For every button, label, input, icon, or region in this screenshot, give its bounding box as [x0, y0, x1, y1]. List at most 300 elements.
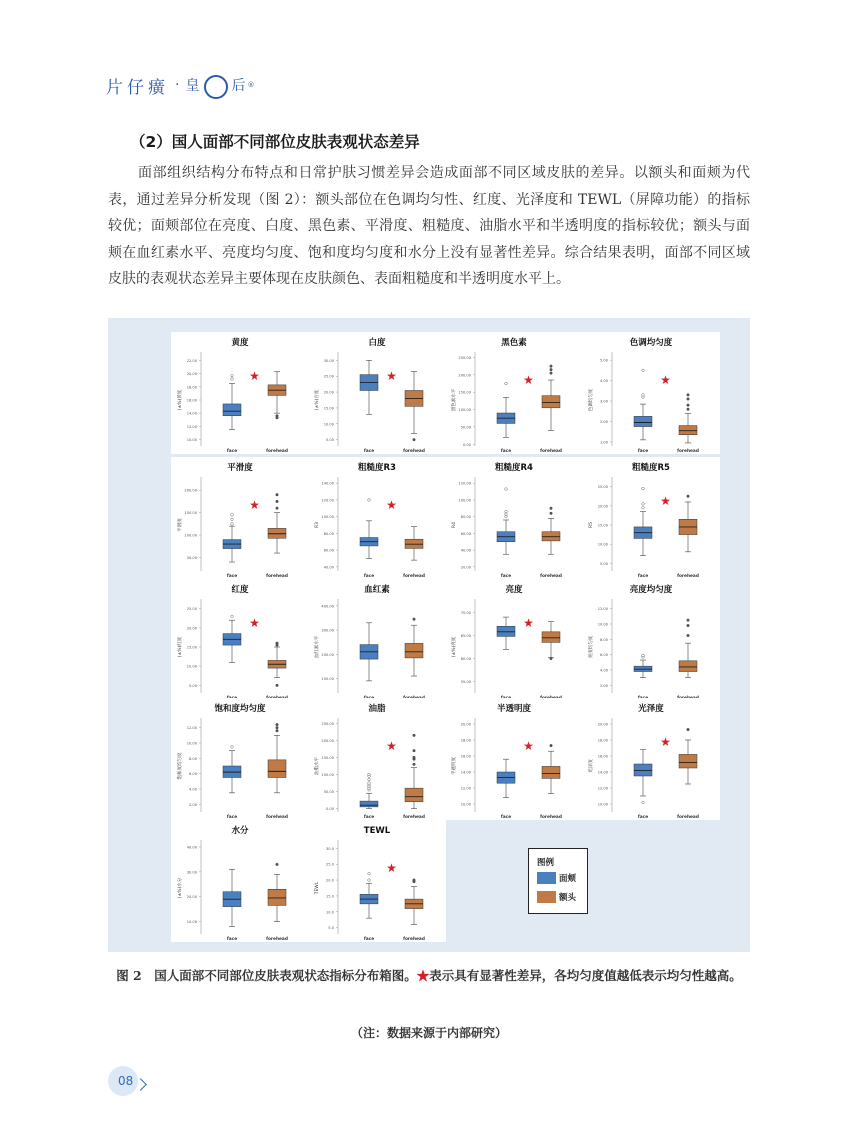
- x-tick-label: face: [226, 449, 238, 454]
- y-axis-label: 光泽度: [589, 759, 594, 773]
- y-tick-label: 100.00: [458, 498, 471, 503]
- face-outlier: [368, 773, 371, 776]
- boxplot-svg: [171, 332, 309, 454]
- boxplot-svg: [582, 579, 720, 701]
- face-outlier: [368, 782, 371, 785]
- brand-name: 片仔癀: [106, 77, 169, 98]
- y-axis-label: 油脂水平: [315, 757, 320, 775]
- y-tick-label: 30.0: [325, 846, 334, 851]
- y-tick-label: 12.00: [597, 786, 608, 791]
- y-tick-label: 60.00: [323, 548, 334, 553]
- y-axis-label: TEWL: [315, 881, 320, 895]
- forehead-outlier: [413, 879, 416, 882]
- face-outlier: [368, 778, 371, 781]
- y-tick-label: 15.00: [186, 645, 197, 650]
- y-tick-label: 14.00: [597, 770, 608, 775]
- y-axis-label: R5: [589, 522, 594, 528]
- y-tick-label: 25.00: [186, 607, 197, 612]
- y-tick-label: 20.00: [186, 895, 197, 900]
- panel-title: 血红素: [364, 585, 390, 595]
- boxplot-figure: [108, 318, 750, 952]
- y-tick-label: 8.00: [599, 637, 608, 642]
- y-tick-label: 5.00: [599, 561, 608, 566]
- boxplot-panel: [308, 698, 446, 820]
- y-tick-label: 4.00: [188, 787, 197, 792]
- forehead-outlier: [687, 619, 690, 622]
- y-tick-label: 80.00: [323, 531, 334, 536]
- forehead-outlier: [413, 749, 416, 752]
- legend-item-forehead: [537, 891, 576, 903]
- y-axis-label: R4: [452, 522, 457, 528]
- boxplot-panel: [171, 579, 309, 701]
- y-tick-label: 150.00: [321, 755, 334, 760]
- panel-title: 亮度均匀度: [629, 585, 673, 595]
- boxplot-panel: [171, 698, 309, 820]
- face-outlier: [231, 746, 234, 749]
- face-box: [223, 404, 241, 416]
- y-tick-label: 55.00: [460, 680, 471, 684]
- y-tick-label: 4.00: [599, 379, 608, 384]
- face-outlier: [231, 378, 234, 381]
- forehead-outlier: [276, 684, 279, 687]
- y-tick-label: 18.00: [597, 738, 608, 743]
- y-tick-label: 200.00: [184, 488, 197, 493]
- y-tick-label: 100.00: [321, 676, 334, 681]
- boxplot-svg: [445, 457, 583, 579]
- x-tick-label: forehead: [266, 815, 288, 820]
- panel-title: 饱和度均匀度: [214, 704, 266, 714]
- y-axis-label: R3: [315, 522, 320, 528]
- forehead-box: [679, 754, 697, 768]
- boxplot-svg: [171, 820, 309, 942]
- panel-title: 色调均匀度: [629, 338, 673, 348]
- x-tick-label: face: [363, 574, 375, 579]
- x-tick-label: face: [637, 815, 649, 820]
- panel-title: 黑色素: [501, 338, 527, 348]
- x-tick-label: forehead: [677, 574, 699, 579]
- forehead-outlier: [687, 634, 690, 637]
- x-tick-label: face: [637, 449, 649, 454]
- y-tick-label: 20.00: [186, 372, 197, 377]
- x-tick-label: forehead: [540, 449, 562, 454]
- caption-prefix: 图 2 国人面部不同部位皮肤表观状态指标分布箱图。: [116, 968, 417, 983]
- forehead-box: [405, 788, 423, 802]
- y-tick-label: 200.00: [321, 738, 334, 743]
- y-tick-label: 250.00: [321, 721, 334, 726]
- panel-title: 粗糙度R5: [632, 463, 670, 473]
- x-tick-label: forehead: [677, 449, 699, 454]
- legend-swatch-forehead: [537, 891, 556, 903]
- boxplot-panel: [445, 698, 583, 820]
- y-tick-label: 2.00: [599, 683, 608, 688]
- y-tick-label: 10.00: [186, 741, 197, 746]
- y-tick-label: 60.00: [460, 531, 471, 536]
- y-tick-label: 40.00: [323, 565, 334, 570]
- y-tick-label: 0.00: [462, 442, 471, 447]
- face-outlier: [368, 879, 371, 882]
- x-tick-label: face: [363, 937, 375, 942]
- legend-swatch-face: [537, 872, 556, 884]
- boxplot-panel: [445, 457, 583, 579]
- y-tick-label: 50.00: [460, 425, 471, 430]
- y-tick-label: 14.00: [460, 770, 471, 775]
- significance-star-icon: ★: [660, 735, 671, 749]
- panel-title: 平滑度: [227, 463, 253, 473]
- legend-label-forehead: 额头: [559, 893, 577, 903]
- forehead-outlier: [550, 365, 553, 368]
- boxplot-panel: [445, 332, 583, 454]
- queen-logo-icon: [204, 75, 228, 99]
- boxplot-panel: [171, 332, 309, 454]
- y-tick-label: 15.0: [325, 894, 334, 899]
- face-outlier: [642, 506, 645, 509]
- face-outlier: [642, 503, 645, 506]
- face-outlier: [368, 872, 371, 875]
- boxplot-svg: [445, 332, 583, 454]
- x-tick-label: forehead: [403, 937, 425, 942]
- y-tick-label: 5.00: [325, 438, 334, 443]
- page-number-text: 08: [118, 1074, 134, 1088]
- forehead-outlier: [687, 624, 690, 627]
- boxplot-svg: [308, 457, 446, 579]
- face-outlier: [642, 369, 645, 372]
- y-tick-label: 12.00: [186, 424, 197, 429]
- y-tick-label: 16.00: [460, 754, 471, 759]
- x-tick-label: forehead: [677, 815, 699, 820]
- boxplot-panel: [308, 820, 446, 942]
- y-tick-label: 10.00: [597, 542, 608, 547]
- y-tick-label: 15.00: [597, 523, 608, 528]
- x-tick-label: face: [500, 449, 512, 454]
- forehead-box: [405, 643, 423, 658]
- boxplot-svg: [308, 820, 446, 942]
- y-tick-label: 400.00: [321, 604, 334, 609]
- y-tick-label: 10.00: [460, 802, 471, 807]
- source-note: （注：数据来源于内部研究）: [350, 1026, 507, 1040]
- forehead-outlier: [276, 493, 279, 496]
- forehead-box: [268, 889, 286, 905]
- face-box: [634, 416, 652, 426]
- y-tick-label: 40.00: [186, 845, 197, 850]
- y-tick-label: 100.00: [321, 515, 334, 520]
- y-tick-label: 20.00: [323, 390, 334, 395]
- boxplot-panel: [582, 698, 720, 820]
- x-tick-label: face: [500, 815, 512, 820]
- significance-star-icon: ★: [249, 498, 260, 512]
- forehead-outlier: [413, 438, 416, 441]
- significance-star-icon: ★: [660, 373, 671, 387]
- forehead-outlier: [276, 723, 279, 726]
- y-tick-label: 12.00: [460, 786, 471, 791]
- y-axis-label: (±%)红度: [178, 636, 183, 658]
- boxplot-svg: [171, 579, 309, 701]
- y-tick-label: 1.00: [599, 440, 608, 445]
- y-tick-label: 100.00: [184, 533, 197, 538]
- y-tick-label: 30.00: [186, 870, 197, 875]
- x-tick-label: forehead: [266, 449, 288, 454]
- boxplot-panel: [582, 332, 720, 454]
- y-tick-label: 20.00: [186, 626, 197, 631]
- boxplot-panel: [308, 579, 446, 701]
- y-tick-label: 20.00: [460, 565, 471, 570]
- y-tick-label: 18.00: [460, 738, 471, 743]
- panel-title: 亮度: [505, 585, 523, 595]
- y-tick-label: 10.00: [186, 920, 197, 925]
- forehead-outlier: [276, 500, 279, 503]
- y-tick-label: 8.00: [188, 756, 197, 761]
- forehead-outlier: [413, 734, 416, 737]
- boxplot-panel: [582, 457, 720, 579]
- x-tick-label: forehead: [540, 815, 562, 820]
- y-tick-label: 10.00: [597, 802, 608, 807]
- y-tick-label: 14.00: [186, 411, 197, 416]
- body-paragraph: 面部组织结构分布特点和日常护肤习惯差异会造成面部不同区域皮肤的差异。以额头和面颊为代表，通过差异分析发现（图 2）：额头部位在色调均匀性、红度、光泽度和 TEWL（屏障功能）的指标较优；面颊部位在亮度、白度、黑色素、平滑度、粗糙度、油脂水平和半透明度的指标较优；额头与面颊在血红素水平、亮度均匀度、饱和度均匀度和水分上没有显著性差异。综合结果表明，面部不同区域皮肤的表观状态差异主要体现在皮肤颜色、表面粗糙度和半透明度水平上。: [108, 165, 750, 287]
- x-tick-label: forehead: [266, 937, 288, 942]
- y-axis-label: 半透明度: [452, 757, 457, 775]
- face-outlier: [231, 523, 234, 526]
- y-tick-label: 100.00: [321, 773, 334, 778]
- face-outlier: [231, 518, 234, 521]
- y-tick-label: 200.00: [458, 373, 471, 378]
- panel-title: 粗糙度R3: [358, 463, 396, 473]
- y-tick-label: 22.00: [186, 359, 197, 364]
- y-tick-label: 12.00: [597, 607, 608, 612]
- face-outlier: [505, 513, 508, 516]
- y-axis-label: 亮度均匀度: [589, 635, 594, 659]
- face-outlier: [505, 382, 508, 385]
- x-tick-label: face: [226, 937, 238, 942]
- y-tick-label: 150.00: [458, 390, 471, 395]
- y-tick-label: 15.00: [323, 406, 334, 411]
- forehead-outlier: [687, 495, 690, 498]
- panel-title: 油脂: [368, 704, 386, 714]
- section-title: （2）国人面部不同部位皮肤表观状态差异: [130, 133, 420, 151]
- y-axis-label: (±%)亮度: [452, 636, 457, 658]
- significance-star-icon: ★: [386, 861, 397, 875]
- forehead-outlier: [550, 657, 553, 660]
- boxplot-panel: [308, 332, 446, 454]
- y-tick-label: 10.00: [323, 422, 334, 427]
- panel-title: 白度: [368, 338, 386, 348]
- brand-name-2b: 后: [231, 78, 248, 94]
- forehead-outlier: [413, 618, 416, 621]
- forehead-box: [542, 632, 560, 643]
- face-outlier: [231, 615, 234, 618]
- face-outlier: [505, 488, 508, 491]
- face-outlier: [642, 801, 645, 804]
- panel-title: 光泽度: [638, 704, 664, 714]
- y-tick-label: 30.00: [323, 358, 334, 363]
- y-tick-label: 20.00: [597, 722, 608, 727]
- y-tick-label: 120.00: [458, 481, 471, 486]
- y-tick-label: 20.00: [460, 722, 471, 727]
- forehead-box: [679, 661, 697, 672]
- x-tick-label: forehead: [403, 574, 425, 579]
- panel-title: 水分: [231, 826, 249, 836]
- face-outlier: [231, 514, 234, 517]
- forehead-outlier: [550, 744, 553, 747]
- x-tick-label: face: [500, 574, 512, 579]
- y-tick-label: 4.00: [599, 668, 608, 673]
- boxplot-panel: [308, 457, 446, 579]
- y-tick-label: 10.0: [325, 910, 334, 915]
- forehead-outlier: [687, 398, 690, 401]
- forehead-outlier: [276, 416, 279, 419]
- y-tick-label: 20.00: [597, 504, 608, 509]
- y-axis-label: 黑色素水平: [452, 388, 457, 412]
- y-tick-label: 25.00: [323, 374, 334, 379]
- forehead-outlier: [687, 404, 690, 407]
- brand-logo: [106, 64, 254, 106]
- forehead-box: [268, 760, 286, 778]
- y-tick-label: 65.00: [460, 634, 471, 638]
- x-tick-label: face: [226, 815, 238, 820]
- face-outlier: [642, 394, 645, 397]
- y-tick-label: 5.00: [599, 358, 608, 363]
- boxplot-svg: [171, 457, 309, 579]
- y-tick-label: 10.00: [186, 437, 197, 442]
- y-tick-label: 250.00: [458, 355, 471, 360]
- y-tick-label: 2.00: [599, 419, 608, 424]
- forehead-outlier: [276, 644, 279, 647]
- significance-star-icon: ★: [523, 616, 534, 630]
- forehead-outlier: [550, 507, 553, 510]
- face-outlier: [505, 515, 508, 518]
- y-tick-label: 25.0: [325, 862, 334, 867]
- y-axis-label: (±%)黄度: [178, 389, 183, 411]
- brand-name-2a: 皇: [185, 78, 202, 94]
- panel-title: 黄度: [231, 338, 249, 348]
- figure-caption: [108, 964, 750, 988]
- legend-label-face: 面颊: [559, 874, 577, 884]
- boxplot-svg: [171, 698, 309, 820]
- panel-title: 粗糙度R4: [495, 463, 533, 473]
- boxplot-panel: [582, 579, 720, 701]
- y-tick-label: 120.00: [321, 498, 334, 503]
- y-tick-label: 300.00: [321, 628, 334, 633]
- chart-legend: [528, 848, 588, 914]
- panel-title: 红度: [231, 585, 249, 595]
- forehead-outlier: [550, 372, 553, 375]
- page-number: [108, 1066, 148, 1096]
- forehead-outlier: [413, 763, 416, 766]
- face-box: [497, 626, 515, 636]
- y-tick-label: 40.00: [460, 548, 471, 553]
- face-box: [360, 801, 378, 807]
- x-tick-label: face: [226, 574, 238, 579]
- boxplot-panel: [445, 579, 583, 701]
- y-tick-label: 80.00: [460, 515, 471, 520]
- boxplot-svg: [308, 698, 446, 820]
- face-outlier: [368, 499, 371, 502]
- x-tick-label: forehead: [540, 574, 562, 579]
- boxplot-svg: [445, 698, 583, 820]
- forehead-outlier: [687, 728, 690, 731]
- y-tick-label: 0.00: [325, 807, 334, 812]
- forehead-outlier: [687, 394, 690, 397]
- face-outlier: [505, 510, 508, 513]
- y-axis-label: 饱和度均匀度: [178, 752, 183, 780]
- face-outlier: [231, 374, 234, 377]
- forehead-outlier: [550, 512, 553, 515]
- forehead-outlier: [276, 507, 279, 510]
- y-tick-label: 140.00: [321, 481, 334, 486]
- x-tick-label: face: [637, 574, 649, 579]
- legend-item-face: [537, 872, 576, 884]
- y-tick-label: 70.00: [460, 611, 471, 615]
- y-tick-label: 50.00: [323, 790, 334, 795]
- significance-star-icon: ★: [523, 373, 534, 387]
- y-tick-label: 3.00: [599, 399, 608, 404]
- x-tick-label: forehead: [403, 815, 425, 820]
- significance-star-icon: ★: [386, 739, 397, 753]
- x-tick-label: face: [363, 449, 375, 454]
- registered-mark: ®: [247, 81, 255, 89]
- y-axis-label: (±%)水分: [178, 877, 183, 899]
- forehead-box: [679, 426, 697, 435]
- y-axis-label: (±%)白度: [315, 389, 320, 411]
- y-tick-label: 150.00: [184, 511, 197, 516]
- boxplot-svg: [308, 332, 446, 454]
- face-outlier: [642, 487, 645, 490]
- significance-star-icon: ★: [249, 616, 260, 630]
- boxplot-svg: [445, 579, 583, 701]
- forehead-outlier: [276, 863, 279, 866]
- caption-rest: 表示具有显著性差异，各均匀度值越低表示均匀性越高。: [429, 968, 742, 983]
- y-tick-label: 12.00: [186, 726, 197, 731]
- boxplot-svg: [308, 579, 446, 701]
- panel-title: TEWL: [363, 826, 391, 836]
- y-tick-label: 6.00: [599, 653, 608, 658]
- boxplot-svg: [582, 457, 720, 579]
- y-tick-label: 25.00: [597, 485, 608, 490]
- y-axis-label: 平滑度: [178, 518, 183, 532]
- forehead-outlier: [276, 726, 279, 729]
- brand-separator: ·: [175, 77, 180, 93]
- y-tick-label: 100.00: [458, 408, 471, 413]
- significance-star-icon: ★: [660, 494, 671, 508]
- boxplot-svg: [582, 332, 720, 454]
- x-tick-label: face: [363, 815, 375, 820]
- significance-star-icon: ★: [249, 369, 260, 383]
- x-tick-label: forehead: [266, 574, 288, 579]
- y-tick-label: 60.00: [460, 657, 471, 661]
- forehead-outlier: [550, 368, 553, 371]
- forehead-outlier: [276, 729, 279, 732]
- y-tick-label: 6.00: [188, 772, 197, 777]
- significance-star-icon: ★: [386, 498, 397, 512]
- forehead-outlier: [687, 408, 690, 411]
- panel-title: 半透明度: [496, 704, 532, 714]
- y-axis-label: 血红素水平: [315, 635, 320, 659]
- y-tick-label: 18.00: [186, 385, 197, 390]
- y-tick-label: 10.00: [597, 622, 608, 627]
- legend-title: 图例: [537, 858, 555, 868]
- boxplot-svg: [582, 698, 720, 820]
- y-tick-label: 5.0: [328, 926, 334, 931]
- y-tick-label: 200.00: [321, 652, 334, 657]
- caption-star-icon: ★: [416, 968, 430, 983]
- y-tick-label: 5.00: [188, 683, 197, 688]
- boxplot-panel: [171, 457, 309, 579]
- y-tick-label: 2.00: [188, 802, 197, 807]
- forehead-box: [542, 396, 560, 408]
- significance-star-icon: ★: [386, 369, 397, 383]
- x-tick-label: forehead: [403, 449, 425, 454]
- y-axis-label: 色调均匀度: [589, 388, 594, 412]
- boxplot-panel: [171, 820, 309, 942]
- y-tick-label: 50.00: [186, 556, 197, 561]
